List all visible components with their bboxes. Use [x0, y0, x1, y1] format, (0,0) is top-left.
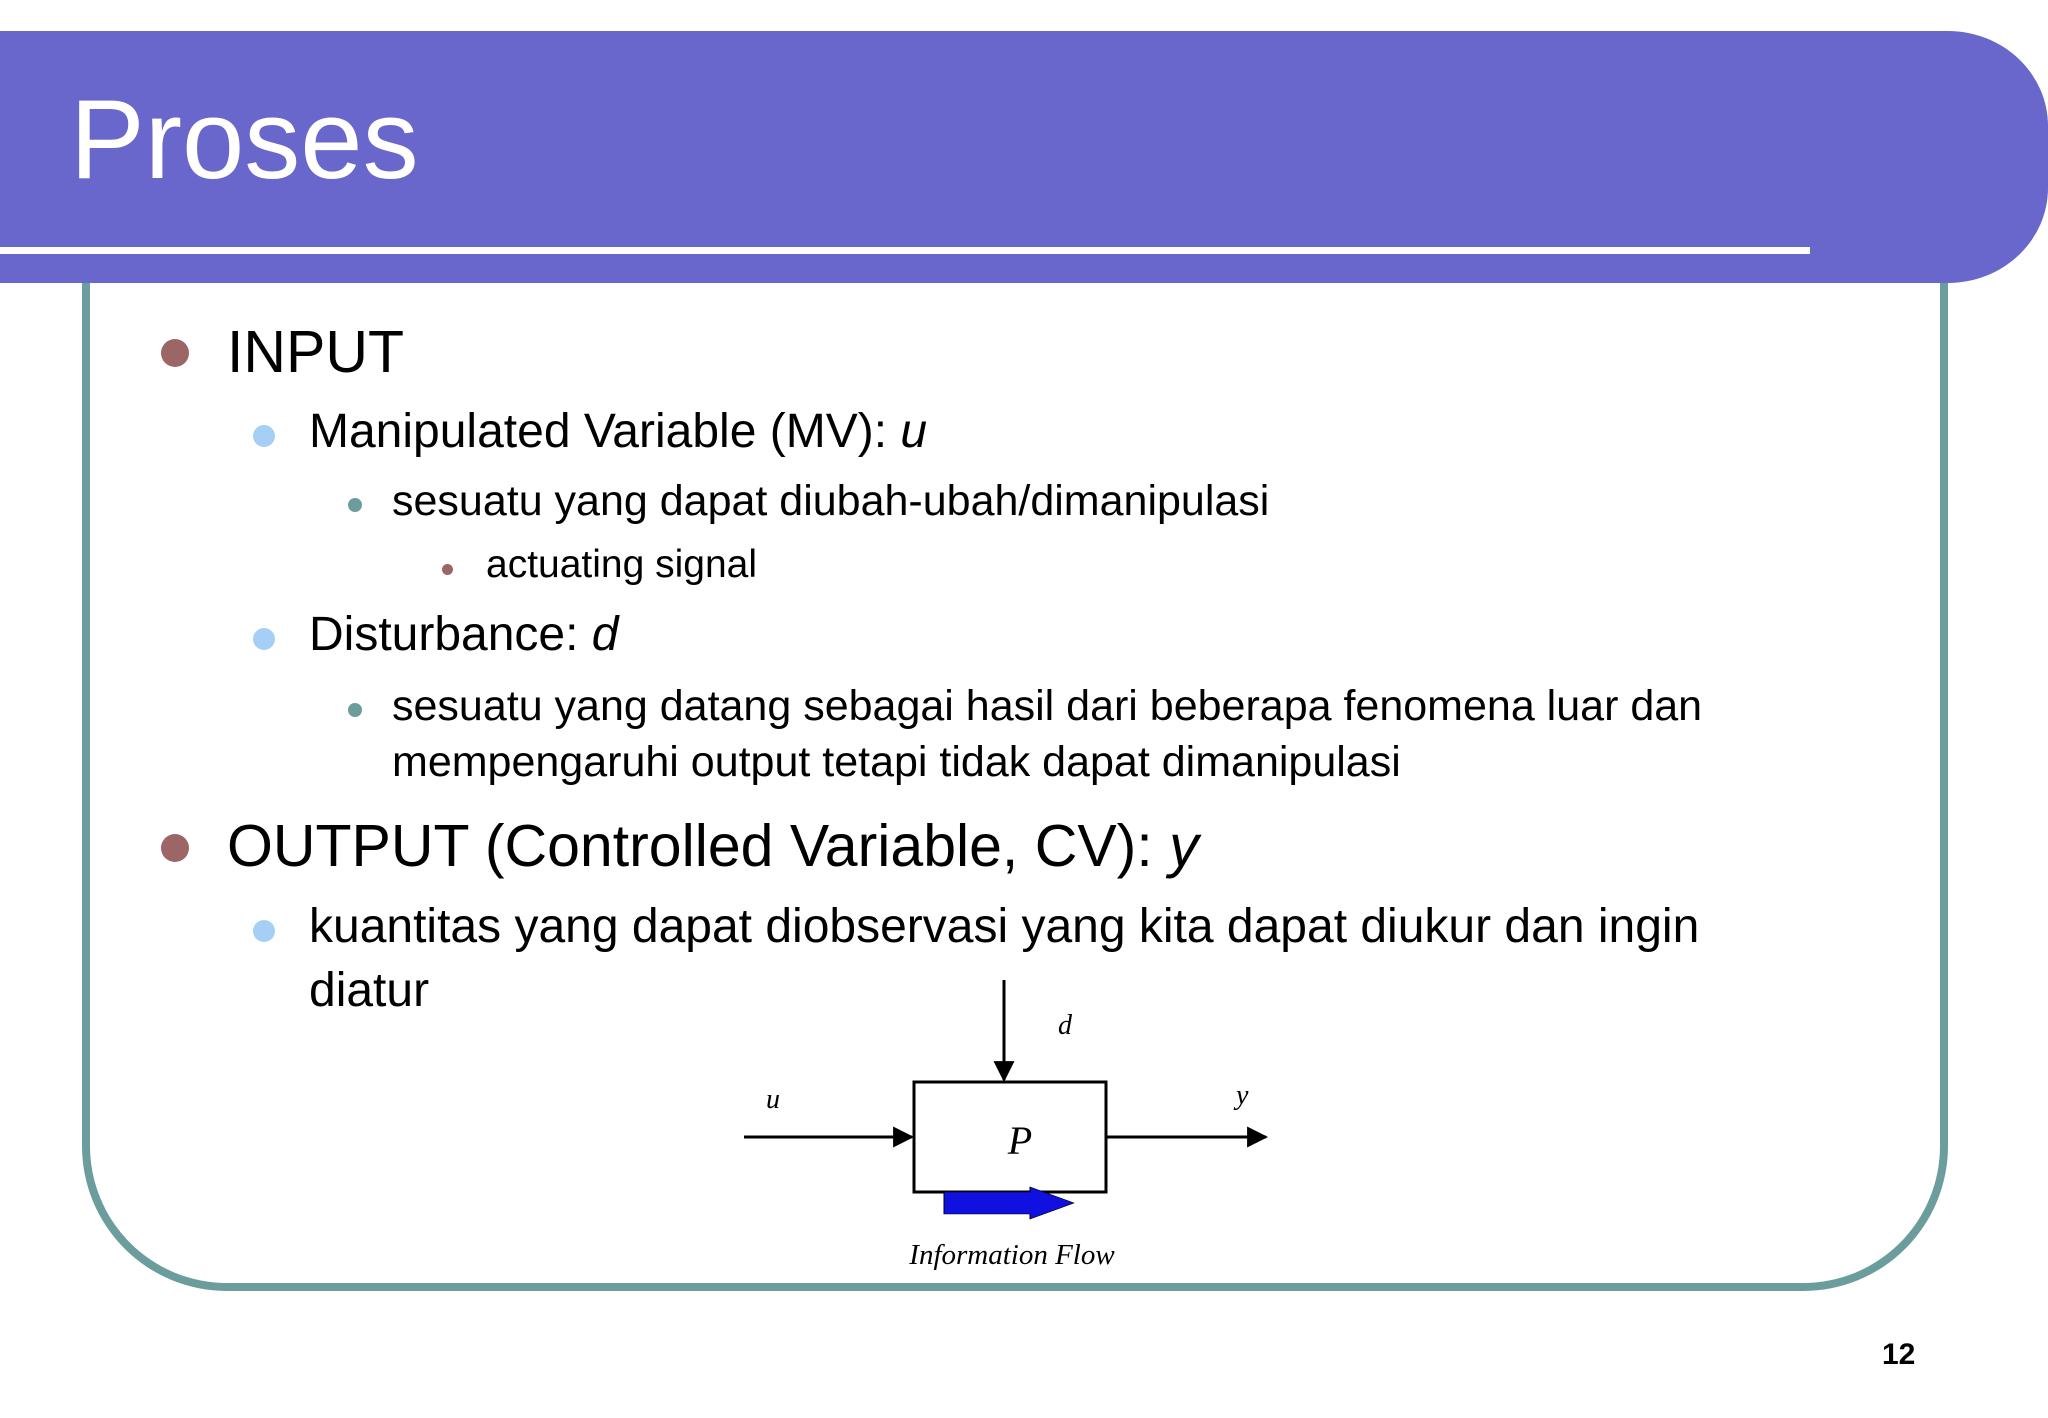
bullet-output-label: OUTPUT (Controlled Variable, CV):: [227, 813, 1170, 879]
input-arrow-label: u: [766, 1084, 780, 1115]
bullet-output: [227, 812, 1199, 880]
bullet-dot: [253, 628, 275, 650]
bullet-mv-desc: sesuatu yang dapat diubah-ubah/dimanipulasi: [392, 477, 1270, 525]
bullet-disturbance-desc-1: sesuatu yang datang sebagai hasil dari beberapa fenomena luar dan: [392, 682, 1703, 730]
bullet-disturbance-label: Disturbance:: [309, 608, 592, 661]
bullet-input: [227, 318, 404, 386]
mv-symbol: u: [900, 405, 928, 458]
bullet-output-desc-1: kuantitas yang dapat diobservasi yang kita dapat diukur dan ingin: [309, 900, 1700, 953]
page-number: 12: [1882, 1338, 1916, 1371]
bullet-output-desc-2: diatur: [309, 964, 430, 1017]
bullet-disturbance: [309, 607, 619, 662]
block-label: P: [1007, 1118, 1033, 1163]
bullet-dot: [253, 920, 275, 942]
bullet-dot: [253, 425, 275, 447]
disturbance-symbol: d: [591, 608, 619, 661]
title-underline: [0, 247, 1810, 254]
bullet-dot: [348, 498, 362, 512]
output-symbol: y: [1169, 813, 1199, 879]
process-block-diagram: [736, 974, 1296, 1274]
bullet-dot: [161, 834, 189, 862]
information-flow-label: Information Flow: [909, 1239, 1115, 1271]
bullet-disturbance-desc-2: mempengaruhi output tetapi tidak dapat dimanipulasi: [392, 738, 1401, 786]
bullet-dot: [348, 703, 362, 717]
slide-title: Proses: [70, 77, 419, 202]
bullet-mv: [309, 404, 927, 459]
bullet-input-label: INPUT: [227, 319, 404, 385]
bullet-dot: [442, 564, 453, 575]
bullet-actuating-signal: actuating signal: [486, 543, 758, 586]
bullet-mv-label: Manipulated Variable (MV):: [309, 405, 901, 458]
output-arrow-label: y: [1236, 1080, 1249, 1111]
disturbance-arrow-label: d: [1058, 1010, 1072, 1041]
bullet-dot: [161, 339, 189, 367]
